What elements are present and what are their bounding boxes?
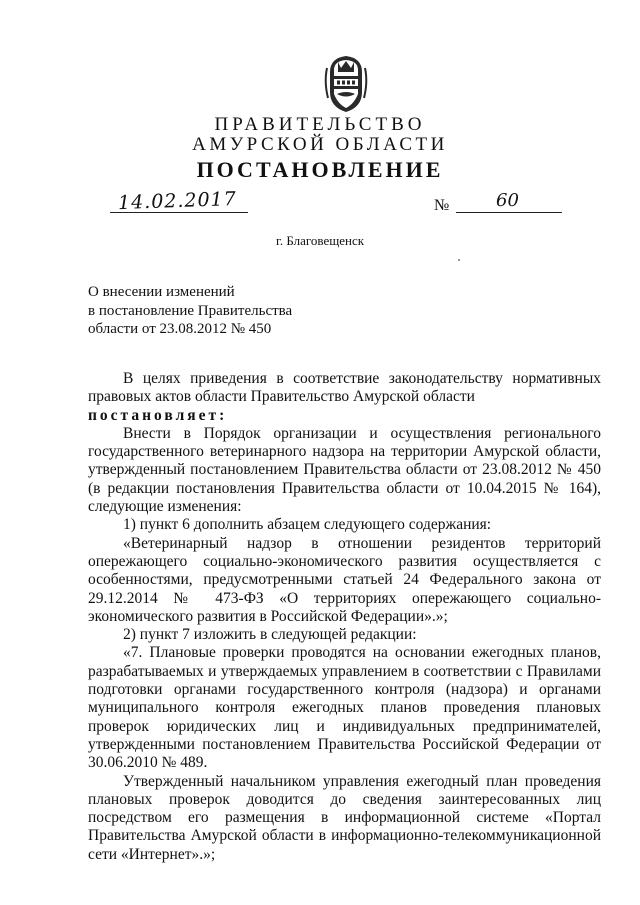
- paragraph-item-1-text: «Ветеринарный надзор в отношении резидентов территорий опережающего социально-экономического развития осуществляется с особенностями, предусмотренными статьей 24 Федерального закона от 29.12.2014 № 473-ФЗ «О территориях опережающего социально-экономического развития в Российской Федерации».»;: [88, 534, 601, 625]
- subject-line: в постановление Правительства: [88, 302, 293, 319]
- paragraph-item-2-text: «7. Плановые проверки проводятся на основании ежегодных планов, разрабатываемых и утверждаемых управлением в соответствии с Правилами подготовки органами государственного контроля (надзора) и органами муниципального контроля ежегодных планов проведения плановых проверок юридических лиц и индивидуальных предпринимателей, утвержденными постановлением Правительства Российской Федерации от 30.06.2010 № 489.: [88, 644, 601, 772]
- handwritten-date: 14.02.2017: [117, 187, 238, 215]
- subject-line: области от 23.08.2012 № 450: [88, 321, 272, 337]
- subject-line: О внесении изменений: [88, 284, 235, 300]
- document-type-title: ПОСТАНОВЛЕНИЕ: [196, 157, 444, 182]
- date-underline: [110, 212, 248, 213]
- paragraph-plan-publication: Утвержденный начальником управления ежегодный план проведения плановых проверок доводится до сведения заинтересованных лиц посредством его размещения в информационной системе «Портал Правительства Амурской области в информационно-телекоммуникационной сети «Интернет».»;: [88, 772, 601, 863]
- number-underline: [456, 212, 562, 213]
- number-label: №: [434, 197, 450, 214]
- decrees-word: постановляет:: [88, 406, 228, 424]
- region-title: АМУРСКОЙ ОБЛАСТИ: [192, 134, 448, 155]
- handwritten-number: 60: [496, 190, 519, 211]
- document-subject: [88, 283, 292, 339]
- document-body: [88, 370, 601, 864]
- preamble-paragraph: В целях приведения в соответствие законодательству нормативных правовых актов области Правительство Амурской области: [88, 370, 601, 406]
- scan-speck: [458, 259, 460, 261]
- coat-of-arms-emblem-icon: [322, 52, 370, 114]
- government-title: ПРАВИТЕЛЬСТВО: [214, 114, 426, 135]
- paragraph-item-1: 1) пункт 6 дополнить абзацем следующего содержания:: [123, 516, 492, 534]
- paragraph-item-2: 2) пункт 7 изложить в следующей редакции:: [123, 626, 417, 644]
- paragraph-amendments: Внести в Порядок организации и осуществления регионального государственного ветеринарного надзора на территории Амурской области, утвержденный постановлением Правительства области от 23.08.2012 № 450 (в редакции постановления Правительства области от 10.04.2015 № 164), следующие изменения:: [88, 424, 601, 516]
- city-line: г. Благовещенск: [275, 233, 365, 248]
